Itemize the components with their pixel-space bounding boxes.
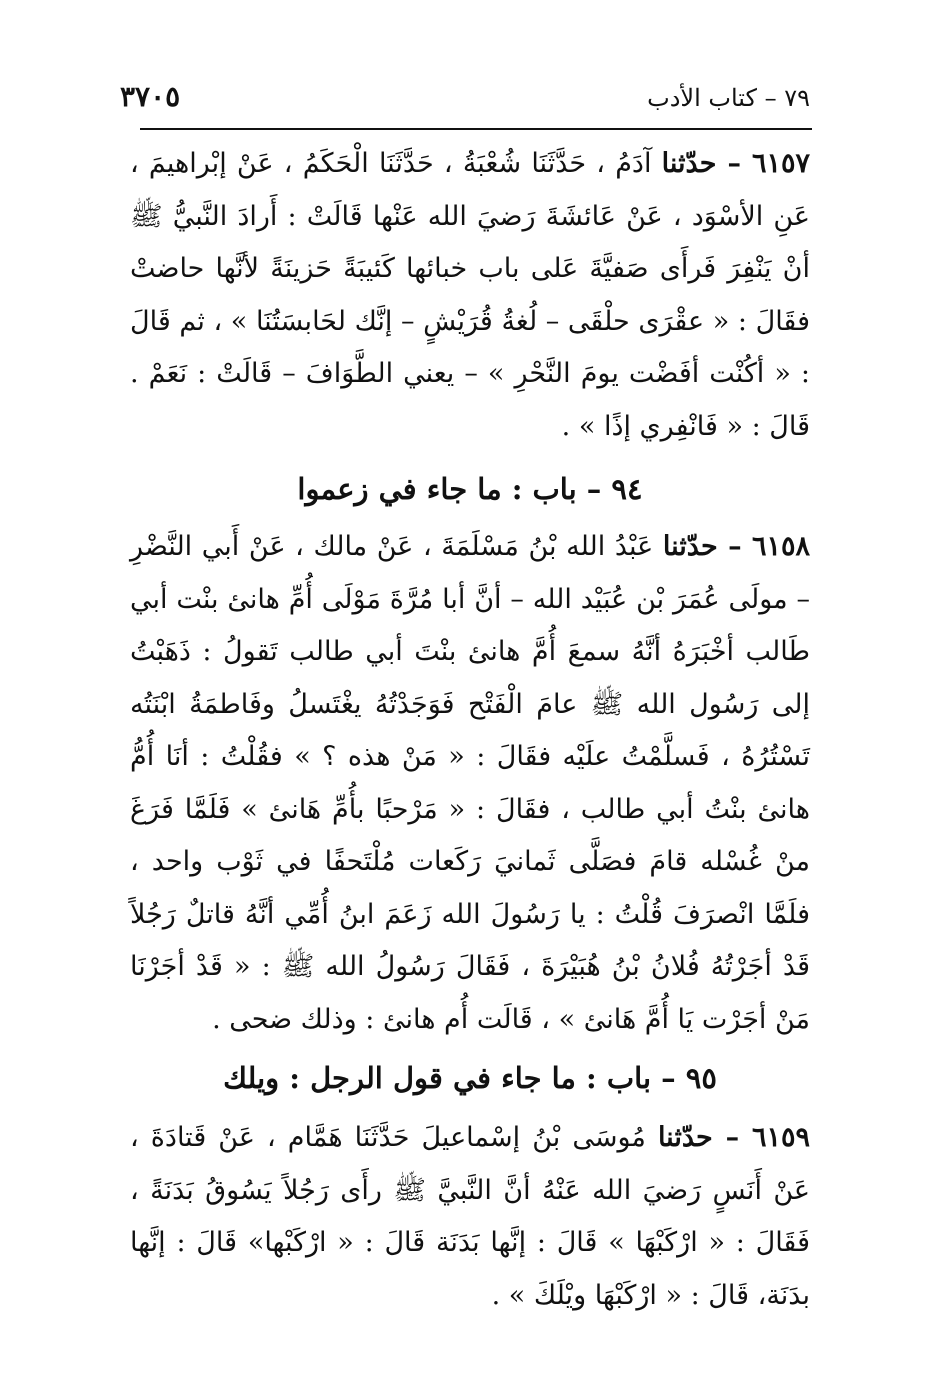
hadith-number-lead: ٦١٥٧ – حدّثنا (661, 148, 810, 179)
hadith-6158 (130, 521, 810, 1046)
header-rule (140, 128, 812, 130)
page-number: ٣٧٠٥ (120, 80, 181, 113)
hadith-6159 (130, 1112, 810, 1322)
hadith-text: عَبْدُ الله بْنُ مَسْلَمَةَ ، عَنْ مالك ، عَنْ أَبي النَّضْرِ – مولَى عُمَرَ بْن عُبَيْد الله – أنَّ أبا مُرَّةَ مَوْلَى أُمِّ هانئ بنْت أبي طَالب أخْبَرَهُ أنَّهُ سمعَ أُمَّ هانئ بنْتَ أبي طالب تَقولُ : ذَهَبْتُ إلى رَسُول الله ﷺ عامَ الْفَتْح فَوَجَدْتُهُ يغْتَسلُ وفَاطمَةُ ابْنَتُه تَسْتُرُهُ ، فَسلَّمْتُ علَيْه فقَالَ : « مَنْ هذه ؟ » فقُلْتُ : أنَا أُمُّ هانئ بنْتُ أبي طالب ، فقَالَ : « مَرْحبًا بأُمِّ هَانئ » فَلَمَّا فَرَغَ منْ غُسْله قامَ فصَلَّى ثَمانيَ رَكَعات مُلْتَحفًا في ثَوْب واحد ، فلَمَّا انْصرَفَ قُلْتُ : يا رَسُولَ الله زَعَمَ ابنُ أُمِّي أنَّهُ قاتلٌ رَجُلاً قَدْ أجَرْتُهُ فُلانُ بْنُ هُبَيْرَةَ ، فَقَالَ رَسُولُ الله ﷺ : « قَدْ أجَرْنَا مَنْ أجَرْت يَا أُمَّ هَانئ » ، قَالَت أُم هانئ : وذلك ضحى . (130, 531, 810, 1035)
running-chapter-title: ٧٩ – كتاب الأدب (647, 84, 810, 112)
hadith-text: مُوسَى بْنُ إسْماعيلَ حَدَّثَنَا هَمَّام ، عَنْ قَتادَةَ ، عَنْ أَنَسٍ رَضيَ الله عَنْهُ أنَّ النَّبيَّ ﷺ رأَى رَجُلاً يَسُوقُ بَدَنَةً ، فَقَالَ : « ارْكَبْهَا » قَالَ : إنَّها بَدَنَة قَالَ : « ارْكَبْها» قَالَ : إنَّها بدَنَة، قَالَ : « ارْكَبْهَا ويْلَكَ » . (130, 1122, 810, 1311)
page-body (130, 138, 810, 1322)
page-header (120, 78, 810, 122)
hadith-text: آدَمُ ، حَدَّثَنَا شُعْبَةُ ، حَدَّثَنَا الْحَكَمُ ، عَنْ إبْراهيمَ ، عَنِ الأسْوَد ، عَنْ عَائشَةَ رَضيَ الله عَنْها قَالَتْ : أَرادَ النَّبيُّ ﷺ أنْ يَنْفِرَ فَرأَى صَفيَّةَ عَلى باب خبائها كَئيبَةً حَزينَةً لأنَّها حاضتْ فقَالَ : « عقْرَى حلْقَى – لُغةُ قُرَيْشٍ – إنَّك لحَابسَتُنَا » ، ثم قَالَ : « أكُنْت أفَضْت يومَ النَّحْرِ » – يعني الطَّوَافَ – قَالَتْ : نَعَمْ . قَالَ : « فَانْفِري إذًا » . (130, 148, 810, 442)
hadith-6157 (130, 138, 810, 453)
hadith-number-lead: ٦١٥٨ – حدّثنا (662, 531, 810, 562)
chapter-heading-94: ٩٤ – باب : ما جاء في زعموا (297, 472, 643, 506)
chapter-heading-95: ٩٥ – باب : ما جاء في قول الرجل : ويلك (223, 1061, 717, 1095)
hadith-number-lead: ٦١٥٩ – حدّثنا (657, 1122, 810, 1153)
